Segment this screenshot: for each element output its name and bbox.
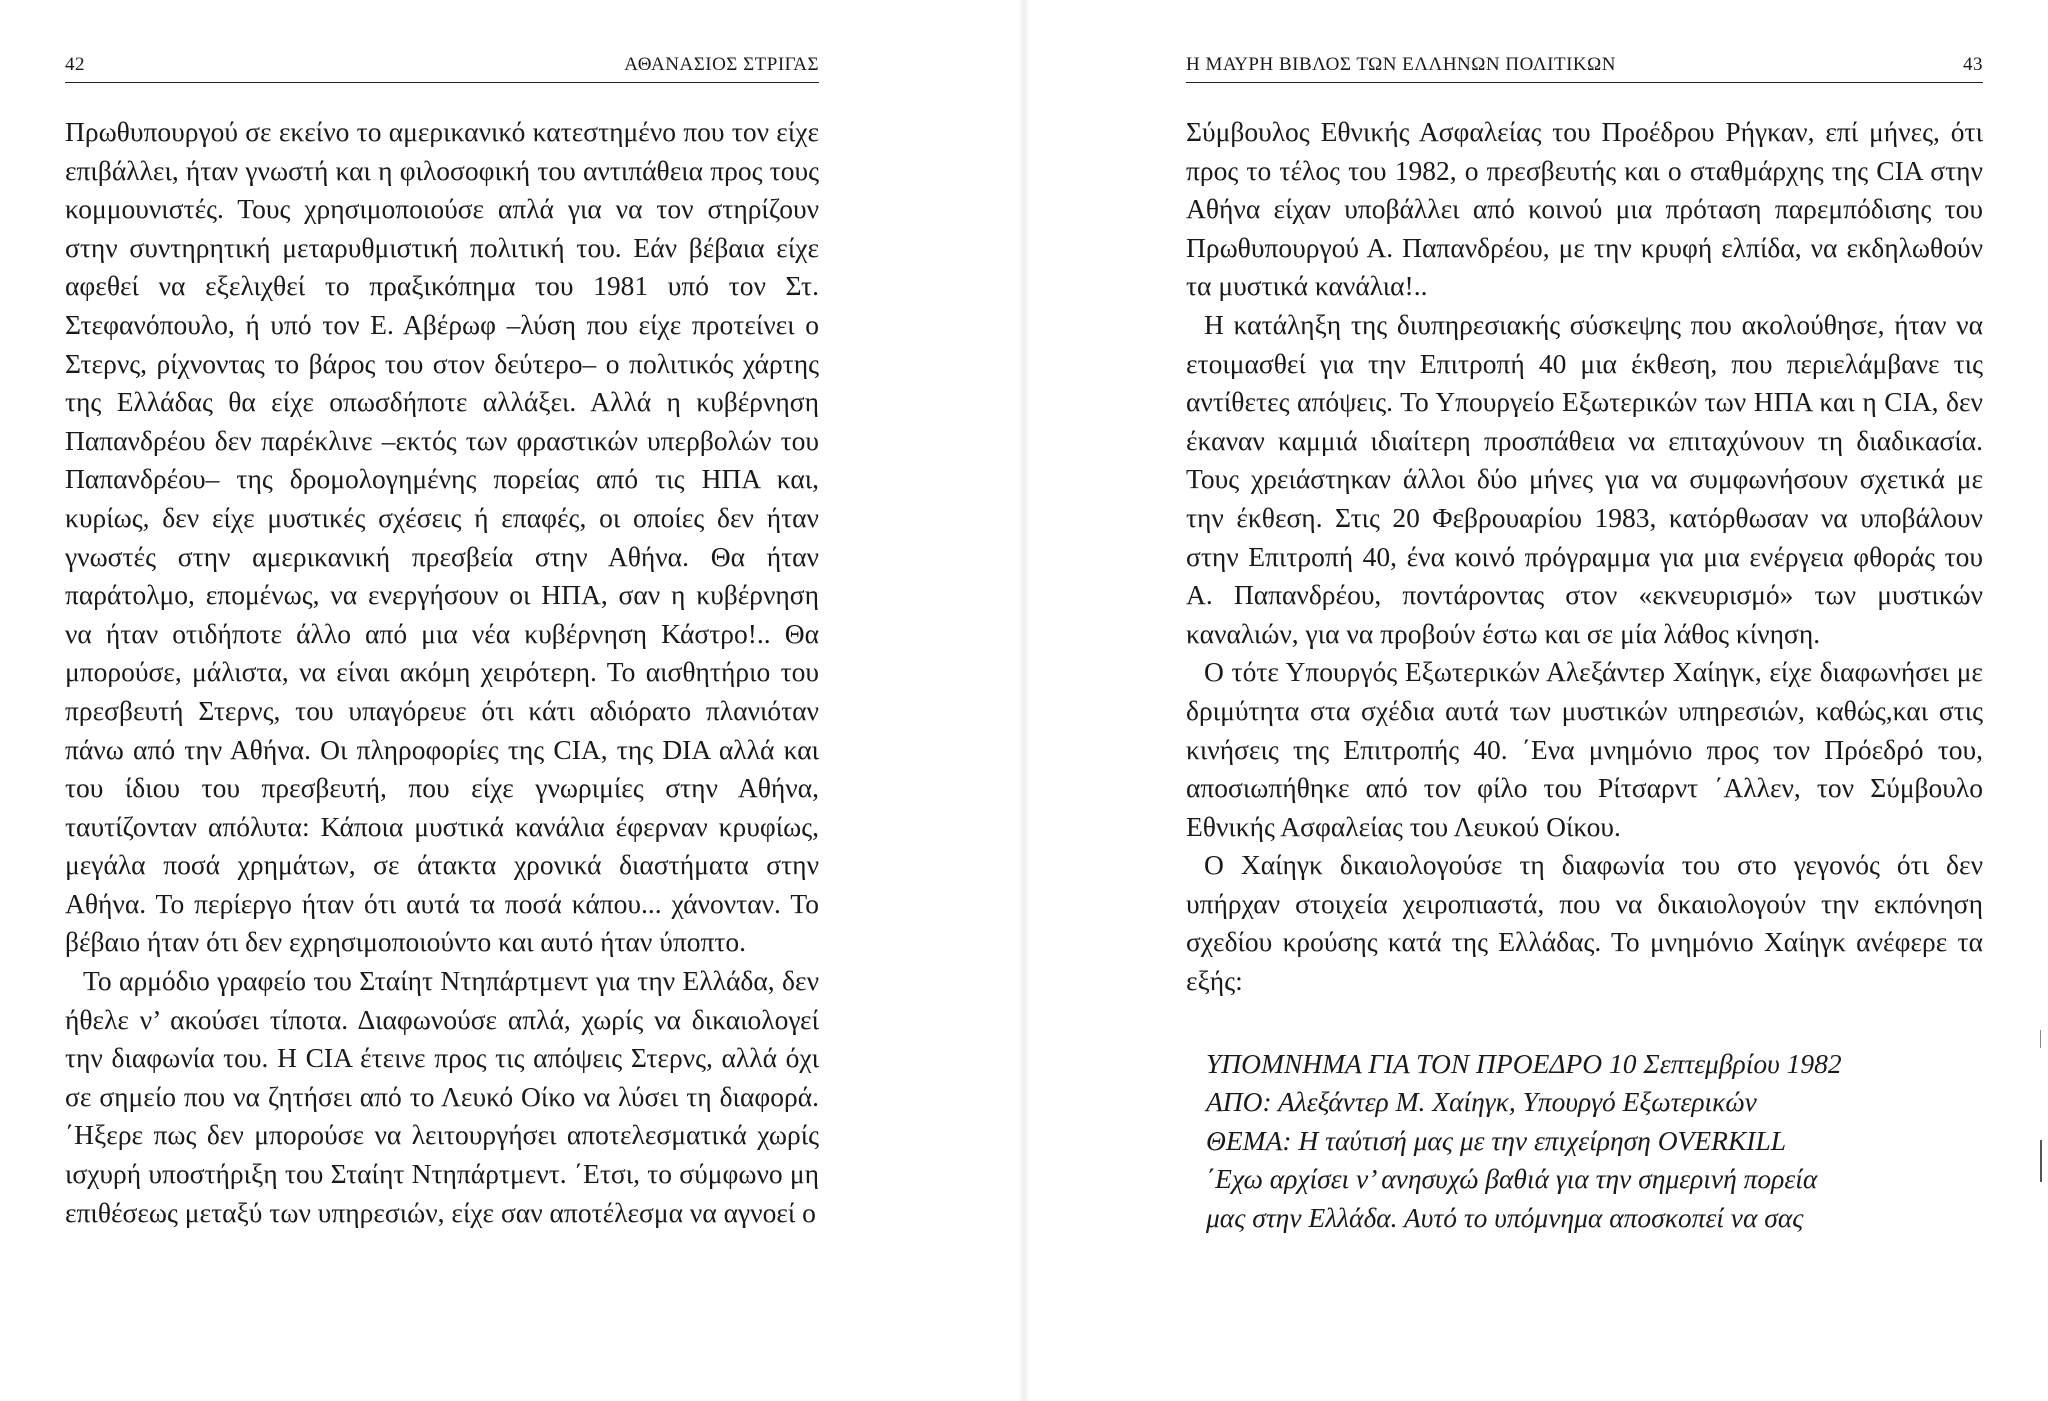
memo-line: ΑΠΟ: Αλεξάντερ Μ. Χαίηγκ, Υπουργό Εξωτερικών [1206,1086,1757,1118]
scan-mark [2040,1030,2041,1048]
running-head-left [65,54,819,83]
paragraph: Η κατάληξη της διυπηρεσιακής σύσκεψης που ακολούθησε, ήταν να ετοιμασθεί για την Επιτροπή 40 μια έκθεση, που περιελάμβανε τις αντίθετες απόψεις. Το Υπουργείο Εξωτερικών των ΗΠΑ και η CIA, δεν έκαναν καμμιά ιδιαίτερη προσπάθεια να επιταχύνουν τη διαδικασία. Τους χρειάστηκαν άλλοι δύο μήνες για να συμφωνήσουν σχετικά με την έκθεση. Στις 20 Φεβρουαρίου 1983, κατόρθωσαν να υποβάλουν στην Επιτροπή 40, ένα κοινό πρόγραμμα για μια ενέργεια φθοράς του Α. Παπανδρέου, ποντάροντας στον «εκνευρισμό» των μυστικών καναλιών, για να προβούν έστω και σε μία λάθος κίνηση. [1186,308,1983,649]
memo-line: ΄Εχω αρχίσει ν’ ανησυχώ βαθιά για την σημερινή πορεία [1206,1163,1818,1195]
paragraph: Ο τότε Υπουργός Εξωτερικών Αλεξάντερ Χαίηγκ, είχε διαφωνήσει με δριμύτητα στα σχέδια αυτά των μυστικών υπηρεσιών, καθώς,και στις κινήσεις της Επιτροπής 40. ΄Ενα μνημόνιο προς τον Πρόεδρό του, αποσιωπήθηκε από τον φίλο του Ρίτσαρντ ΄Αλλεν, τον Σύμβουλο Εθνικής Ασφαλείας του Λευκού Οίκου. [1186,656,1983,842]
running-head-right [1186,54,1983,83]
body-text-left [65,113,819,1232]
memo-line: μας στην Ελλάδα. Αυτό το υπόμνημα αποσκοπεί να σας [1206,1202,1804,1234]
body-text-right [1186,113,1983,1001]
right-page [1024,0,2048,1401]
page-number-left: 42 [65,54,85,75]
running-head-title-right: Η ΜΑΥΡΗ ΒΙΒΛΟΣ ΤΩΝ ΕΛΛΗΝΩΝ ΠΟΛΙΤΙΚΩΝ [1186,54,1616,75]
paragraph: Σύμβουλος Εθνικής Ασφαλείας του Προέδρου Ρήγκαν, επί μήνες, ότι προς το τέλος του 1982, ο πρεσβευτής και ο σταθμάρχης της CIA στην Αθήνα είχαν υποβάλλει από κοινού μια πρόταση παρεμπόδισης του Πρωθυπουργού Α. Παπανδρέου, με την κρυφή ελπίδα, να εκδηλωθούν τα μυστικά κανάλια!.. [1186,116,1983,302]
paragraph: Πρωθυπουργού σε εκείνο το αμερικανικό κατεστημένο που τον είχε επιβάλλει, ήταν γνωστή και η φιλοσοφική του αντιπάθεια προς τους κομμουνιστές. Τους χρησιμοποιούσε απλά για να τον στηρίζουν στην συντηρητική μεταρυθμιστική πολιτική του. Εάν βέβαια είχε αφεθεί να εξελιχθεί το πραξικόπημα του 1981 υπό τον Στ. Στεφανόπουλο, ή υπό τον Ε. Αβέρωφ –λύση που είχε προτείνει ο Στερνς, ρίχνοντας το βάρος του στον δεύτερο– ο πολιτικός χάρτης της Ελλάδας θα είχε οπωσδήποτε αλλάξει. Αλλά η κυβέρνηση Παπανδρέου δεν παρέκλινε –εκτός των φραστικών υπερβολών του Παπανδρέου– της δρομολογημένης πορείας από τις ΗΠΑ και, κυρίως, δεν είχε μυστικές σχέσεις ή επαφές, οι οποίες δεν ήταν γνωστές στην αμερικανική πρεσβεία στην Αθήνα. Θα ήταν παράτολμο, επομένως, να ενεργήσουν οι ΗΠΑ, σαν η κυβέρνηση να ήταν οτιδήποτε άλλο από μια νέα κυβέρνηση Κάστρο!.. Θα μπορούσε, μάλιστα, να είναι ακόμη χειρότερη. Το αισθητήριο του πρεσβευτή Στερνς, του υπαγόρευε ότι κάτι αδιόρατο πλανιόταν πάνω από την Αθήνα. Οι πληροφορίες της CIA, της DIA αλλά και του ίδιου του πρεσβευτή, που είχε γνωριμίες στην Αθήνα, ταυτίζονταν απόλυτα: Κάποια μυστικά κανάλια έφερναν κρυφίως, μεγάλα ποσά χρημάτων, σε άτακτα χρονικά διαστήματα στην Αθήνα. Το περίεργο ήταν ότι αυτά τα ποσά κάπου... χάνονταν. Το βέβαιο ήταν ότι δεν εχρησιμοποιούντο και αυτό ήταν ύποπτο. [65,116,819,958]
memo-line: ΘΕΜΑ: Η ταύτισή μας με την επιχείρηση OVERKILL [1206,1124,1787,1156]
paragraph: Το αρμόδιο γραφείο του Σταίητ Ντηπάρτμεντ για την Ελλάδα, δεν ήθελε ν’ ακούσει τίποτα. Διαφωνούσε απλά, χωρίς να δικαιολογεί την διαφωνία του. Η CIA έτεινε προς τις απόψεις Στερνς, αλλά όχι σε σημείο που να ζητήσει από το Λευκό Οίκο να λύσει τη διαφορά. ΄Ηξερε πως δεν μπορούσε να λειτουργήσει αποτελεσματικά χωρίς ισχυρή υποστήριξη του Σταίητ Ντηπάρτμεντ. ΄Ετσι, το σύμφωνο μη επιθέσεως μεταξύ των υπηρεσιών, είχε σαν αποτέλεσμα να αγνοεί ο [65,965,819,1228]
memo-block [1186,1045,1983,1238]
memo-line: ΥΠΟΜΝΗΜΑ ΓΙΑ ΤΟΝ ΠΡΟΕΔΡΟ 10 Σεπτεμβρίου 1982 [1206,1047,1842,1079]
paragraph: Ο Χαίηγκ δικαιολογούσε τη διαφωνία του στο γεγονός ότι δεν υπήρχαν στοιχεία χειροπιαστά, που να δικαιολογούν την εκπόνηση σχεδίου κρούσης κατά της Ελλάδας. Το μνημόνιο Χαίηγκ ανέφερε τα εξής: [1186,849,1983,997]
running-head-title-left: ΑΘΑΝΑΣΙΟΣ ΣΤΡΙΓΑΣ [624,54,819,75]
page-number-right: 43 [1963,54,1983,75]
scan-mark [2040,1140,2042,1182]
